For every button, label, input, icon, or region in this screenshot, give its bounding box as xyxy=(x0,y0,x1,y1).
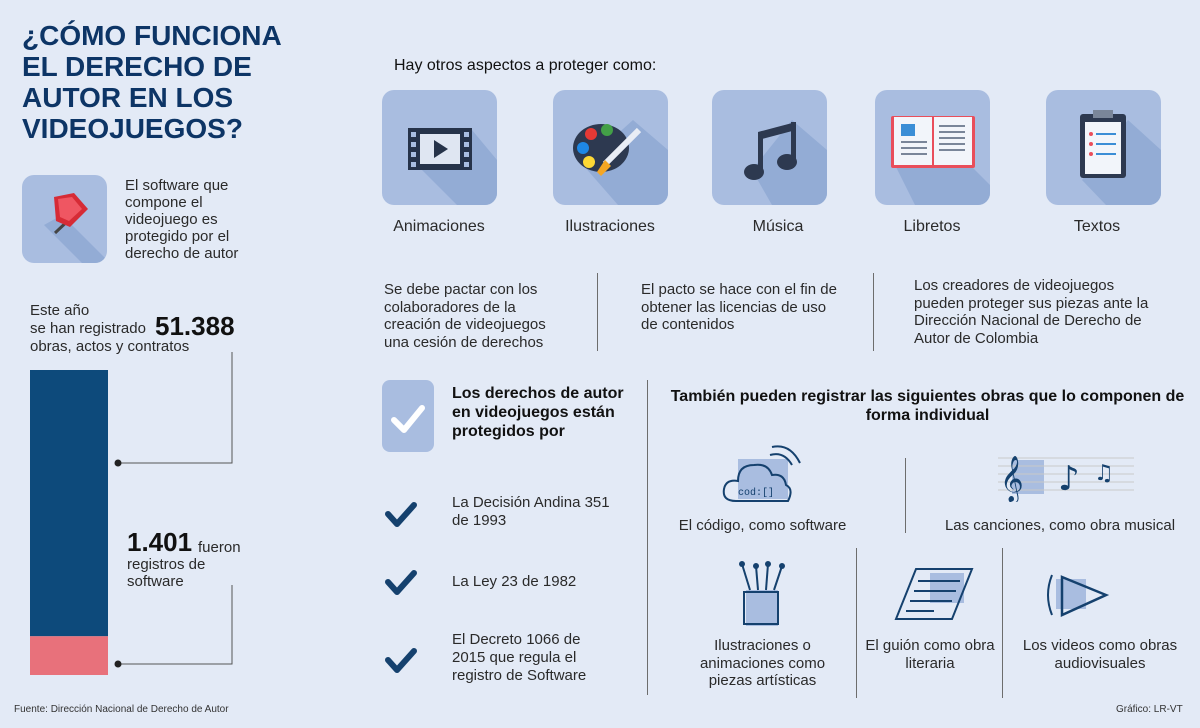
software-leader-dot xyxy=(115,661,122,668)
play-icon xyxy=(1042,565,1112,623)
software-value: 1.401 xyxy=(127,527,193,557)
code-icon-text: cod:[] xyxy=(738,488,775,499)
register-label-canciones: Las canciones, como obra musical xyxy=(944,517,1176,534)
check-icon xyxy=(384,646,418,676)
bar-software xyxy=(30,636,108,675)
svg-text:♫: ♫ xyxy=(1094,461,1114,486)
register-label-ilustraciones: Ilustraciones o animaciones como piezas artísticas xyxy=(699,637,826,689)
tile-musica xyxy=(712,90,827,205)
divider xyxy=(905,458,906,533)
palette-icon xyxy=(553,90,668,205)
divider xyxy=(856,548,857,698)
tile-libretos xyxy=(875,90,990,205)
cloud-code-icon xyxy=(718,445,804,509)
checkbox-tile xyxy=(382,380,434,452)
total-leader-dot xyxy=(115,460,122,467)
tile-animaciones xyxy=(382,90,497,205)
script-page-icon xyxy=(894,565,978,623)
register-heading: También pueden registrar las siguientes obras que lo componen de forma individual xyxy=(670,388,1185,424)
software-note: El software que compone el videojuego es protegido por el derecho de autor xyxy=(125,177,239,262)
svg-text:𝄞: 𝄞 xyxy=(1000,456,1024,502)
checkmark-icon xyxy=(382,380,434,452)
music-staff-icon xyxy=(998,440,1134,502)
clipboard-icon xyxy=(1046,90,1161,205)
brushes-cup-icon xyxy=(736,560,788,630)
software-suffix: registros de software xyxy=(127,556,206,590)
protected-heading: Los derechos de autor en videojuegos están protegidos por xyxy=(452,385,624,440)
divider xyxy=(873,273,874,351)
source-note: Fuente: Dirección Nacional de Derecho de Autor xyxy=(14,704,229,715)
register-label-codigo: El código, como software xyxy=(678,517,847,534)
divider xyxy=(647,380,648,695)
total-leader-line xyxy=(118,352,232,463)
svg-text:♪: ♪ xyxy=(1058,459,1080,499)
divider xyxy=(1002,548,1003,698)
aspect-label-libretos: Libretos xyxy=(903,218,961,235)
music-note-icon xyxy=(712,90,827,205)
credit-note: Gráfico: LR-VT xyxy=(1116,704,1183,715)
software-word: fueron xyxy=(198,539,241,556)
tile-textos xyxy=(1046,90,1161,205)
software-leader-line xyxy=(118,585,232,664)
protected-item-decreto: El Decreto 1066 de 2015 que regula el registro de Software xyxy=(452,631,587,684)
total-prefix-2: se han registrado xyxy=(30,320,146,337)
protected-item-decision: La Decisión Andina 351 de 1993 xyxy=(452,494,610,529)
divider xyxy=(597,273,598,351)
check-icon xyxy=(384,568,418,598)
aspect-label-animaciones: Animaciones xyxy=(393,218,485,235)
check-icon xyxy=(384,500,418,530)
aspect-label-textos: Textos xyxy=(1073,218,1121,235)
paragraph-cesion: Se debe pactar con los colaboradores de la creación de videojuegos una cesión de derechos xyxy=(384,281,546,351)
page-title: ¿CÓMO FUNCIONA EL DERECHO DE AUTOR EN LOS VIDEOJUEGOS? xyxy=(22,20,281,144)
open-book-icon xyxy=(875,90,990,205)
total-value: 51.388 xyxy=(155,311,235,341)
total-suffix: obras, actos y contratos xyxy=(30,338,190,355)
film-icon xyxy=(382,90,497,205)
total-prefix-1: Este año xyxy=(30,302,90,319)
tile-ilustraciones xyxy=(553,90,668,205)
bar-total xyxy=(30,370,108,636)
register-label-guion: El guión como obra literaria xyxy=(865,637,995,672)
aspect-label-musica: Música xyxy=(752,218,804,235)
registrations-chart xyxy=(0,0,260,700)
paragraph-creadores: Los creadores de videojuegos pueden proteger sus piezas ante la Dirección Nacional de Derecho de Autor de Colombia xyxy=(914,277,1149,347)
protected-item-ley: La Ley 23 de 1982 xyxy=(452,573,577,590)
aspects-heading: Hay otros aspectos a proteger como: xyxy=(394,57,657,74)
paragraph-pacto: El pacto se hace con el fin de obtener las licencias de uso de contenidos xyxy=(641,281,837,333)
aspect-label-ilustraciones: Ilustraciones xyxy=(565,218,655,235)
register-label-videos: Los videos como obras audiovisuales xyxy=(1022,637,1178,672)
